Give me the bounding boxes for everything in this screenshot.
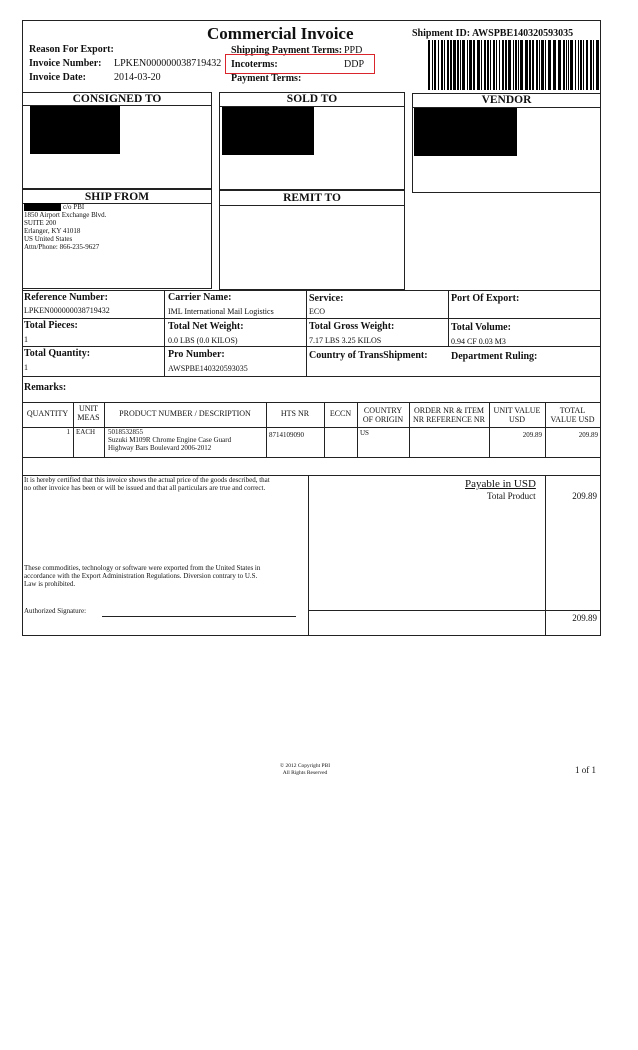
incoterms-label: Incoterms:	[231, 59, 278, 70]
row-total-value: 209.89	[578, 431, 598, 439]
barcode-bar	[477, 40, 480, 90]
barcode-bar	[548, 40, 551, 90]
ruling-label: Department Ruling:	[451, 351, 538, 362]
barcode-bar	[428, 40, 430, 90]
shipping-terms: PPD	[344, 45, 363, 56]
barcode-bar	[539, 40, 540, 90]
net-weight-label: Total Net Weight:	[168, 321, 244, 332]
barcode-bar	[450, 40, 452, 90]
row-quantity: 1	[66, 428, 70, 436]
volume-value: 0.94 CF 0.03 M3	[451, 337, 506, 346]
col-origin: COUNTRY OF ORIGIN	[362, 406, 404, 424]
barcode-bar	[505, 40, 507, 90]
barcode-bar	[570, 40, 573, 90]
barcode-bar	[520, 40, 523, 90]
barcode-bar	[493, 40, 495, 90]
gross-weight-value: 7.17 LBS 3.25 KILOS	[309, 336, 382, 345]
signature-label: Authorized Signature:	[24, 607, 87, 615]
certification-text: It is hereby certified that this invoice shows the actual price of the goods described, that no other invoice has been or will be issued and that all particulars are true and correct.	[24, 476, 270, 492]
redaction-sold-to	[222, 107, 314, 155]
quantity-value: 1	[24, 363, 28, 372]
page-number: 1 of 1	[575, 765, 596, 775]
invoice-date: 2014-03-20	[114, 72, 161, 83]
barcode-bar	[583, 40, 584, 90]
pro-value: AWSPBE140320593035	[168, 364, 248, 373]
grand-total-value: 209.89	[572, 613, 597, 623]
pieces-value: 1	[24, 335, 28, 344]
transship-label: Country of TransShipment:	[309, 350, 428, 361]
barcode-bar	[575, 40, 576, 90]
barcode-bar	[462, 40, 465, 90]
barcode-bar	[568, 40, 569, 90]
carrier-label: Carrier Name:	[168, 292, 232, 303]
barcode-bar	[596, 40, 599, 90]
barcode-bar	[490, 40, 491, 90]
col-unit-meas: UNIT MEAS	[77, 404, 100, 422]
row-origin: US	[360, 429, 369, 437]
net-weight-value: 0.0 LBS (0.0 KILOS)	[168, 336, 238, 345]
quantity-label: Total Quantity:	[24, 348, 91, 359]
barcode-bar	[566, 40, 567, 90]
barcode-bar	[513, 40, 514, 90]
col-order: ORDER NR & ITEM NR REFERENCE NR	[412, 406, 485, 424]
shipment-id: Shipment ID: AWSPBE140320593035	[412, 28, 574, 39]
invoice-date-label: Invoice Date:	[29, 72, 86, 83]
barcode-bar	[541, 40, 544, 90]
barcode-bar	[496, 40, 497, 90]
barcode-bar	[545, 40, 546, 90]
barcode-bar	[558, 40, 561, 90]
redaction-consignee	[30, 106, 120, 154]
barcode-bar	[487, 40, 489, 90]
remarks-label: Remarks:	[24, 382, 67, 393]
barcode-bar	[447, 40, 449, 90]
reason-label: Reason For Export:	[29, 44, 114, 55]
col-product: PRODUCT NUMBER / DESCRIPTION	[119, 409, 251, 418]
barcode-bar	[502, 40, 504, 90]
barcode-bar	[590, 40, 592, 90]
remit-to-heading: REMIT TO	[283, 192, 341, 204]
barcode-bar	[580, 40, 582, 90]
incoterms: DDP	[344, 59, 365, 70]
barcode-bar	[444, 40, 445, 90]
barcode-bar	[508, 40, 511, 90]
barcode-bar	[441, 40, 443, 90]
col-total-value: TOTAL VALUE USD	[550, 406, 595, 424]
barcode-bar	[481, 40, 482, 90]
shipping-terms-label: Shipping Payment Terms:	[231, 45, 343, 56]
barcode-bar	[532, 40, 534, 90]
payable-label: Payable in USD	[465, 478, 536, 490]
barcode-bar	[473, 40, 475, 90]
invoice-number: LPKEN000000038719432	[114, 58, 222, 69]
copyright: © 2012 Copyright PBI All Rights Reserved	[279, 763, 331, 776]
barcode-bar	[434, 40, 436, 90]
export-regulation-text: These commodities, technology or software were exported from the United States in accordance with the Export Administration Regulations. Diversion contrary to U.S. Law is prohibited.	[24, 564, 261, 588]
gross-weight-label: Total Gross Weight:	[309, 321, 395, 332]
service-value: ECO	[309, 307, 325, 316]
payment-terms-label: Payment Terms:	[231, 73, 302, 84]
barcode-bar	[563, 40, 565, 90]
consigned-to-heading: CONSIGNED TO	[72, 93, 162, 105]
barcode-bar	[518, 40, 519, 90]
barcode-bar	[515, 40, 517, 90]
barcode-bar	[499, 40, 500, 90]
barcode-bar	[484, 40, 486, 90]
redaction-vendor	[414, 108, 517, 156]
barcode-bar	[536, 40, 538, 90]
pieces-label: Total Pieces:	[24, 320, 78, 331]
barcode-bar	[469, 40, 472, 90]
reference-value: LPKEN000000038719432	[24, 306, 110, 315]
col-unit-value: UNIT VALUE USD	[493, 406, 541, 424]
row-unit-value: 209.89	[522, 431, 542, 439]
reference-label: Reference Number:	[24, 292, 108, 303]
col-quantity: QUANTITY	[26, 409, 69, 418]
barcode-bar	[438, 40, 439, 90]
ship-from-heading: SHIP FROM	[84, 191, 150, 203]
barcode-bar	[553, 40, 556, 90]
barcode-bar	[467, 40, 468, 90]
barcode-bar	[578, 40, 579, 90]
barcode	[428, 40, 600, 90]
row-product: 5018532855 Suzuki M109R Chrome Engine Case Guard Highway Bars Boulevard 2006-2012	[108, 428, 232, 452]
barcode-bar	[593, 40, 594, 90]
col-hts: HTS NR	[280, 409, 310, 418]
barcode-bar	[432, 40, 433, 90]
volume-label: Total Volume:	[451, 322, 511, 333]
sold-to-heading: SOLD TO	[286, 93, 338, 105]
row-hts: 8714109090	[269, 431, 304, 439]
total-product-label: Total Product	[487, 491, 536, 501]
invoice-title: Commercial Invoice	[207, 24, 354, 43]
barcode-bar	[453, 40, 456, 90]
ship-from-address: c/o PBI 1850 Airport Exchange Blvd. SUITE 200 Erlanger, KY 41018 US United States Attn/Phone: 866-235-9627	[24, 203, 107, 251]
signature-line	[102, 616, 296, 617]
barcode-bar	[460, 40, 461, 90]
barcode-bar	[457, 40, 459, 90]
total-product-value: 209.89	[572, 491, 597, 501]
port-label: Port Of Export:	[451, 293, 520, 304]
invoice-number-label: Invoice Number:	[29, 58, 102, 69]
pro-label: Pro Number:	[168, 349, 225, 360]
col-eccn: ECCN	[329, 409, 352, 418]
carrier-value: IML International Mail Logistics	[168, 307, 274, 316]
barcode-bar	[529, 40, 531, 90]
vendor-heading: VENDOR	[481, 94, 532, 106]
service-label: Service:	[309, 293, 344, 304]
barcode-bar	[525, 40, 528, 90]
barcode-bar	[586, 40, 588, 90]
row-unit: EACH	[76, 428, 96, 436]
